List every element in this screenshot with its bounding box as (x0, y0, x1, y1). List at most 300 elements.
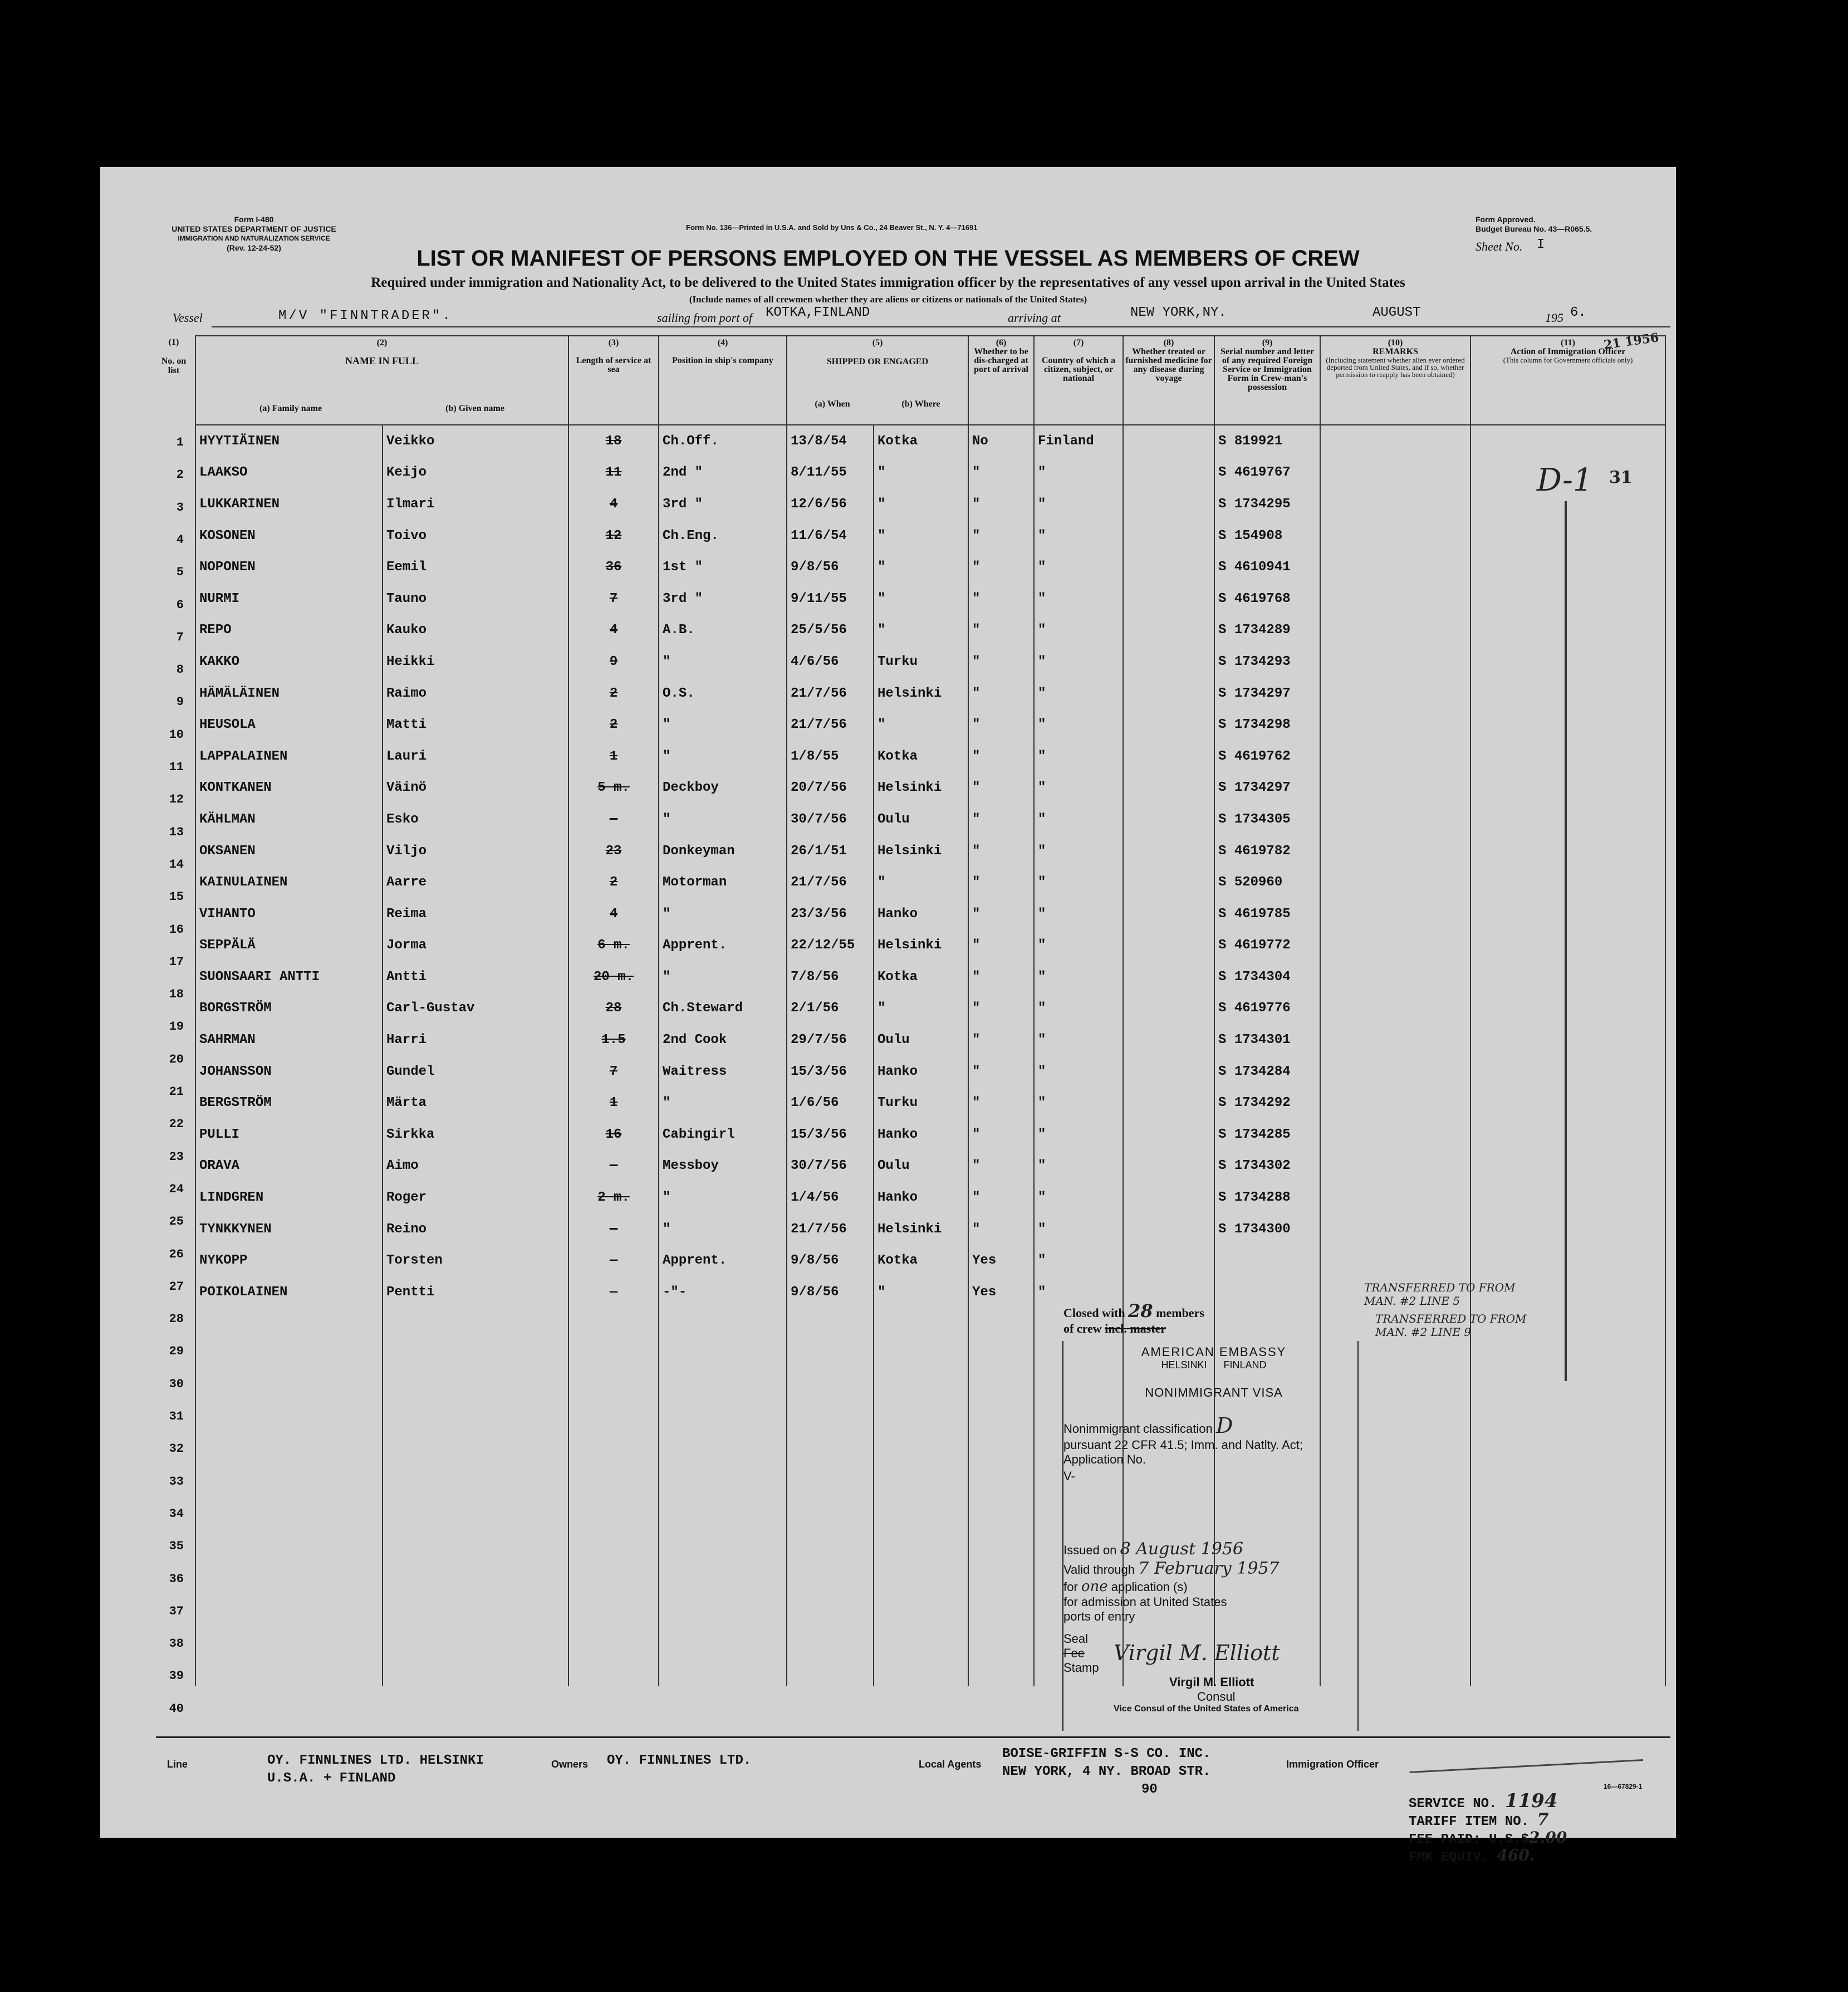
shipped-when-cell: 30/7/56 (787, 804, 874, 835)
given-name-cell: Harri (383, 1024, 568, 1056)
given-name-cell (383, 1402, 568, 1434)
officer-label: Immigration Officer (1286, 1759, 1379, 1770)
closing-count: 28 (1128, 1300, 1153, 1322)
shipped-when-cell: 1/6/56 (787, 1087, 874, 1119)
visa-stamp (1063, 1345, 1364, 1714)
treated-cell (1123, 678, 1214, 709)
position-cell (659, 1655, 787, 1686)
country-cell: " (1034, 930, 1123, 962)
length-of-service-cell: 1.5 (568, 1024, 659, 1056)
row-number: 31 (169, 1409, 184, 1423)
table-row (195, 1151, 1665, 1182)
stamp-embassy: AMERICAN EMBASSY (1141, 1345, 1287, 1359)
country-cell: " (1034, 488, 1123, 520)
given-name-cell: Märta (383, 1087, 568, 1119)
shipped-where-cell: " (874, 615, 968, 647)
discharged-cell: " (968, 741, 1034, 772)
action-cell (1470, 835, 1665, 867)
discharged-cell (968, 1655, 1034, 1686)
given-name-cell: Reino (383, 1213, 568, 1245)
length-of-service-cell: 18 (568, 425, 659, 457)
table-row (195, 646, 1665, 678)
shipped-where-cell: Helsinki (874, 772, 968, 804)
given-name-cell: Toivo (383, 520, 568, 552)
discharged-cell (968, 1434, 1034, 1466)
treated-cell (1123, 457, 1214, 489)
discharged-cell: " (968, 1056, 1034, 1088)
discharged-cell: " (968, 804, 1034, 835)
form-id: Form I-480 (234, 215, 274, 224)
row-number: 29 (169, 1344, 184, 1359)
row-number: 19 (169, 1020, 184, 1034)
shipped-when-cell: 9/8/56 (787, 1245, 874, 1276)
country-cell: " (1034, 1024, 1123, 1056)
serial-number-cell: S 1734298 (1214, 709, 1320, 741)
action-cell (1470, 678, 1665, 709)
discharged-cell: " (968, 961, 1034, 993)
shipped-where-cell: " (874, 1276, 968, 1308)
length-of-service-cell: 11 (568, 457, 659, 489)
given-name-cell (383, 1655, 568, 1686)
position-cell: Donkeyman (659, 835, 787, 867)
vessel-label: Vessel (173, 311, 203, 325)
table-row (195, 488, 1665, 520)
col-discharged-header: (6) Whether to be dis-charged at port of arrival (968, 336, 1034, 425)
action-cell (1470, 425, 1665, 457)
row-number: 15 (169, 890, 184, 904)
discharged-cell: Yes (968, 1276, 1034, 1308)
row-number: 28 (169, 1312, 184, 1327)
family-name-cell: VIHANTO (195, 898, 383, 930)
family-name-cell (195, 1623, 383, 1655)
position-cell: " (659, 804, 787, 835)
consul-line: Vice Consul of the United States of America (1114, 1704, 1299, 1714)
shipped-where-cell: Turku (874, 646, 968, 678)
serial-number-cell: S 4619776 (1214, 993, 1320, 1025)
remarks-cell (1320, 1056, 1470, 1088)
action-cell (1470, 898, 1665, 930)
sailing-label: sailing from port of (657, 311, 752, 325)
action-cell (1470, 804, 1665, 835)
given-name-cell: Matti (383, 709, 568, 741)
length-of-service-cell: 36 (568, 551, 659, 583)
country-cell: " (1034, 1182, 1123, 1213)
family-name-cell: NOPONEN (195, 551, 383, 583)
col-action-header: (11) Action of Immigration Officer (This column for Government officials only) (1470, 336, 1665, 425)
given-name-cell: Jorma (383, 930, 568, 962)
shipped-where-cell (874, 1592, 968, 1623)
position-cell: A.B. (659, 615, 787, 647)
given-name-cell: Carl-Gustav (383, 993, 568, 1025)
length-of-service-cell: 2 (568, 678, 659, 709)
agents-label: Local Agents (919, 1759, 982, 1770)
family-name-cell: KOSONEN (195, 520, 383, 552)
remarks-cell (1320, 488, 1470, 520)
given-name-cell: Kauko (383, 615, 568, 647)
shipped-when-cell: 22/12/55 (787, 930, 874, 962)
shipped-when-cell (787, 1529, 874, 1560)
discharged-cell: No (968, 425, 1034, 457)
treated-cell (1123, 1182, 1214, 1213)
remarks-cell (1320, 678, 1470, 709)
fmk-equiv: 460. (1497, 1846, 1535, 1864)
shipped-where-cell: Oulu (874, 1024, 968, 1056)
stamp-visa-type: NONIMMIGRANT VISA (1145, 1386, 1283, 1399)
stamp-issued-value: 8 August 1956 (1120, 1539, 1244, 1559)
shipped-when-cell (787, 1466, 874, 1497)
row-number: 14 (169, 857, 184, 872)
serial-number-cell: S 1734295 (1214, 488, 1320, 520)
table-row (195, 898, 1665, 930)
shipped-where-cell: Helsinki (874, 1213, 968, 1245)
stamp-fee: Fee (1063, 1646, 1085, 1660)
length-of-service-cell (568, 1655, 659, 1686)
position-cell: 1st " (659, 551, 787, 583)
remarks-cell (1320, 457, 1470, 489)
action-cell (1470, 1087, 1665, 1119)
country-cell: " (1034, 583, 1123, 615)
table-row (195, 1497, 1665, 1529)
shipped-where-cell: " (874, 551, 968, 583)
consul-signature: Virgil M. Elliott (1114, 1641, 1280, 1665)
discharged-cell: " (968, 835, 1034, 867)
length-of-service-cell: 1 (568, 1087, 659, 1119)
remarks-cell (1320, 1119, 1470, 1151)
given-name-cell (383, 1308, 568, 1340)
treated-cell (1123, 646, 1214, 678)
country-cell: " (1034, 551, 1123, 583)
action-cell (1470, 1592, 1665, 1623)
action-cell (1470, 961, 1665, 993)
length-of-service-cell: — (568, 1276, 659, 1308)
country-cell: " (1034, 741, 1123, 772)
family-name-cell: OKSANEN (195, 835, 383, 867)
given-name-cell: Keijo (383, 457, 568, 489)
country-cell: " (1034, 646, 1123, 678)
shipped-where-cell: Turku (874, 1087, 968, 1119)
position-cell: " (659, 961, 787, 993)
remarks-cell (1320, 1024, 1470, 1056)
shipped-where-cell: Helsinki (874, 930, 968, 962)
vessel-name: M/V "FINNTRADER". (278, 309, 453, 324)
treated-cell (1123, 804, 1214, 835)
shipped-where-cell: Helsinki (874, 678, 968, 709)
shipped-when-cell: 15/3/56 (787, 1119, 874, 1151)
country-cell: Finland (1034, 425, 1123, 457)
table-row (195, 1592, 1665, 1623)
discharged-cell: " (968, 646, 1034, 678)
length-of-service-cell: 20 m. (568, 961, 659, 993)
shipped-when-cell: 21/7/56 (787, 678, 874, 709)
discharged-cell: " (968, 1024, 1034, 1056)
service-name: IMMIGRATION AND NATURALIZATION SERVICE (178, 234, 330, 242)
serial-number-cell: S 4619785 (1214, 898, 1320, 930)
family-name-cell: BORGSTRÖM (195, 993, 383, 1025)
consul-title: Consul (1197, 1690, 1236, 1704)
treated-cell (1123, 835, 1214, 867)
shipped-when-cell: 15/3/56 (787, 1056, 874, 1088)
length-of-service-cell (568, 1592, 659, 1623)
serial-number-cell: S 4619767 (1214, 457, 1320, 489)
sailing-from: KOTKA,FINLAND (766, 305, 870, 320)
row-number: 5 (176, 565, 184, 580)
serial-number-cell (1214, 1308, 1320, 1340)
table-row (195, 1182, 1665, 1213)
shipped-where-cell (874, 1655, 968, 1686)
action-cell (1470, 772, 1665, 804)
form-header-right (1476, 215, 1670, 234)
discharged-cell: " (968, 709, 1034, 741)
length-of-service-cell: 16 (568, 1119, 659, 1151)
country-cell: " (1034, 457, 1123, 489)
action-number: 31 (1609, 468, 1633, 487)
row-number: 18 (169, 987, 184, 1002)
shipped-where-cell (874, 1497, 968, 1529)
tariff-label: TARIFF ITEM NO. (1409, 1814, 1530, 1829)
treated-cell (1123, 1245, 1214, 1276)
table-row (195, 867, 1665, 898)
col-serial-header: (9) Serial number and letter of any required Foreign Service or Immigration Form in Crew-man's possession (1214, 336, 1320, 425)
remarks-cell (1320, 898, 1470, 930)
country-cell: " (1034, 993, 1123, 1025)
country-cell: " (1034, 678, 1123, 709)
shipped-where-cell: " (874, 583, 968, 615)
action-d1: D-1 (1537, 462, 1593, 498)
family-name-cell: LAAKSO (195, 457, 383, 489)
serial-number-cell: S 4610941 (1214, 551, 1320, 583)
shipped-when-cell: 1/8/55 (787, 741, 874, 772)
shipped-when-cell: 29/7/56 (787, 1024, 874, 1056)
position-cell (659, 1497, 787, 1529)
serial-number-cell: S 154908 (1214, 520, 1320, 552)
table-row (195, 930, 1665, 962)
table-row (195, 1087, 1665, 1119)
discharged-cell (968, 1529, 1034, 1560)
given-name-cell (383, 1560, 568, 1592)
row-number: 32 (169, 1442, 184, 1456)
table-row (195, 1623, 1665, 1655)
remarks-cell (1320, 583, 1470, 615)
given-name-cell (383, 1466, 568, 1497)
action-cell (1470, 1245, 1665, 1276)
col-remarks-header: (10) REMARKS (Including statement whether alien ever ordered deported from United States, and if so, whether permission to reapply has been obtained) (1320, 336, 1470, 425)
position-cell: Ch.Eng. (659, 520, 787, 552)
table-row (195, 1434, 1665, 1466)
family-name-cell: KONTKANEN (195, 772, 383, 804)
position-cell: Cabingirl (659, 1119, 787, 1151)
printer-line: Form No. 136—Printed in U.S.A. and Sold by Uns & Co., 24 Beaver St., N. Y. 4—71691 (686, 223, 978, 232)
shipped-where-cell: " (874, 457, 968, 489)
budget-bureau: Budget Bureau No. 43—R065.5. (1476, 224, 1592, 233)
row-number: 33 (169, 1474, 184, 1489)
family-name-cell (195, 1434, 383, 1466)
action-cell (1470, 867, 1665, 898)
shipped-where-cell: Helsinki (874, 835, 968, 867)
family-name-cell (195, 1592, 383, 1623)
row-number: 9 (176, 695, 184, 709)
table-row (195, 457, 1665, 489)
given-name-cell: Heikki (383, 646, 568, 678)
page-title: LIST OR MANIFEST OF PERSONS EMPLOYED ON THE VESSEL AS MEMBERS OF CREW (416, 246, 1360, 271)
line-value: OY. FINNLINES LTD. HELSINKI (267, 1753, 484, 1768)
table-row (195, 835, 1665, 867)
shipped-where-cell (874, 1623, 968, 1655)
country-cell: " (1034, 1087, 1123, 1119)
shipped-where-cell (874, 1529, 968, 1560)
shipped-when-cell (787, 1560, 874, 1592)
length-of-service-cell: — (568, 1245, 659, 1276)
remarks-cell (1320, 772, 1470, 804)
position-cell: O.S. (659, 678, 787, 709)
shipped-when-cell (787, 1623, 874, 1655)
row-number: 26 (169, 1247, 184, 1261)
family-name-cell: LINDGREN (195, 1182, 383, 1213)
stamp-issued: Issued on (1063, 1543, 1117, 1557)
row-number: 36 (169, 1572, 184, 1586)
position-cell: Apprent. (659, 930, 787, 962)
treated-cell (1123, 741, 1214, 772)
remarks-cell (1320, 1182, 1470, 1213)
position-cell: 3rd " (659, 583, 787, 615)
remarks-transfer-27: TRANSFERRED TO FROM MAN. #2 LINE 5 (1364, 1281, 1516, 1308)
table-row (195, 1371, 1665, 1403)
row-number: 11 (169, 760, 184, 774)
position-cell: -"- (659, 1276, 787, 1308)
action-cell (1470, 709, 1665, 741)
length-of-service-cell: — (568, 1151, 659, 1182)
shipped-when-cell: 23/3/56 (787, 898, 874, 930)
position-cell (659, 1466, 787, 1497)
table-row (195, 678, 1665, 709)
length-of-service-cell (568, 1339, 659, 1371)
arriving-at: NEW YORK,NY. (1130, 305, 1227, 320)
shipped-where-cell: " (874, 709, 968, 741)
discharged-cell: " (968, 867, 1034, 898)
row-number: 27 (169, 1279, 184, 1294)
action-cell (1470, 1466, 1665, 1497)
shipped-when-cell: 30/7/56 (787, 1151, 874, 1182)
table-row (195, 1466, 1665, 1497)
family-name-cell: KAINULAINEN (195, 867, 383, 898)
shipped-where-cell: " (874, 993, 968, 1025)
stamp-valid-value: 7 February 1957 (1138, 1559, 1280, 1578)
length-of-service-cell: 4 (568, 615, 659, 647)
position-cell: " (659, 1182, 787, 1213)
remarks-transfer-28: TRANSFERRED TO FROM MAN. #2 LINE 9 (1375, 1312, 1527, 1339)
shipped-where-cell: Kotka (874, 961, 968, 993)
shipped-when-cell: 8/11/55 (787, 457, 874, 489)
treated-cell (1123, 1151, 1214, 1182)
shipped-when-cell: 11/6/54 (787, 520, 874, 552)
discharged-cell: " (968, 1151, 1034, 1182)
row-number: 38 (169, 1637, 184, 1651)
shipped-when-cell: 21/7/56 (787, 1213, 874, 1245)
shipped-when-cell (787, 1402, 874, 1434)
length-of-service-cell: 4 (568, 898, 659, 930)
action-stamp-date: 21 1956 (1602, 330, 1660, 353)
length-of-service-cell: 2 (568, 867, 659, 898)
shipped-where-cell (874, 1434, 968, 1466)
action-cell (1470, 520, 1665, 552)
fee-label: FEE PAID: U.S.$ (1409, 1832, 1530, 1847)
closing-note: Closed with 28 members of crew incl. master (1063, 1300, 1204, 1335)
action-cell (1470, 1623, 1665, 1655)
family-name-cell: SEPPÄLÄ (195, 930, 383, 962)
discharged-cell (968, 1402, 1034, 1434)
position-cell: " (659, 646, 787, 678)
length-of-service-cell: 1 (568, 741, 659, 772)
row-number: 12 (169, 792, 184, 807)
action-cell (1470, 1529, 1665, 1560)
stamp-pursuant: pursuant 22 CFR 41.5; Imm. and Natlty. Act; Application No. (1063, 1438, 1303, 1466)
remarks-cell (1320, 1087, 1470, 1119)
shipped-when-cell: 12/6/56 (787, 488, 874, 520)
shipped-where-cell: Hanko (874, 1119, 968, 1151)
row-number: 2 (176, 468, 184, 482)
table-row (195, 1529, 1665, 1560)
row-number: 22 (169, 1117, 184, 1132)
row-number: 35 (169, 1539, 184, 1554)
serial-number-cell: S 4619762 (1214, 741, 1320, 772)
position-cell: Waitress (659, 1056, 787, 1088)
form-approval: Form Approved. (1476, 215, 1536, 224)
discharged-cell (968, 1592, 1034, 1623)
family-name-cell (195, 1308, 383, 1340)
treated-cell (1123, 709, 1214, 741)
serial-number-cell: S 1734288 (1214, 1182, 1320, 1213)
country-cell: " (1034, 1245, 1123, 1276)
shipped-when-cell: 9/8/56 (787, 1276, 874, 1308)
shipped-when-cell (787, 1592, 874, 1623)
given-name-cell (383, 1339, 568, 1371)
col-position-header: (4) Position in ship's company (659, 336, 787, 425)
family-name-cell: LUKKARINEN (195, 488, 383, 520)
position-cell (659, 1623, 787, 1655)
action-cell (1470, 1119, 1665, 1151)
col-shipped-header: (5) SHIPPED OR ENGAGED (a) When (b) Where (787, 336, 968, 425)
discharged-cell: " (968, 1182, 1034, 1213)
arrival-year: 195 (1545, 311, 1563, 325)
table-row (195, 772, 1665, 804)
discharged-cell: " (968, 457, 1034, 489)
given-name-cell (383, 1497, 568, 1529)
serial-number-cell: S 1734297 (1214, 772, 1320, 804)
remarks-cell (1320, 520, 1470, 552)
position-cell (659, 1402, 787, 1434)
family-name-cell: SUONSAARI ANTTI (195, 961, 383, 993)
table-row (195, 1056, 1665, 1088)
length-of-service-cell: 2 (568, 709, 659, 741)
serial-number-cell: S 819921 (1214, 425, 1320, 457)
given-name-cell: Viljo (383, 835, 568, 867)
given-name-cell: Väinö (383, 772, 568, 804)
given-name-cell: Esko (383, 804, 568, 835)
action-cell (1470, 1434, 1665, 1466)
discharged-cell (968, 1623, 1034, 1655)
table-row (195, 1339, 1665, 1371)
given-name-cell (383, 1371, 568, 1403)
service-block (1409, 1790, 1567, 1866)
position-cell (659, 1529, 787, 1560)
given-name-cell: Reima (383, 898, 568, 930)
position-cell: Ch.Off. (659, 425, 787, 457)
discharged-cell: " (968, 488, 1034, 520)
given-name-cell: Aimo (383, 1151, 568, 1182)
length-of-service-cell: — (568, 1213, 659, 1245)
discharged-cell (968, 1339, 1034, 1371)
serial-number-cell: S 1734297 (1214, 678, 1320, 709)
country-cell: " (1034, 1119, 1123, 1151)
